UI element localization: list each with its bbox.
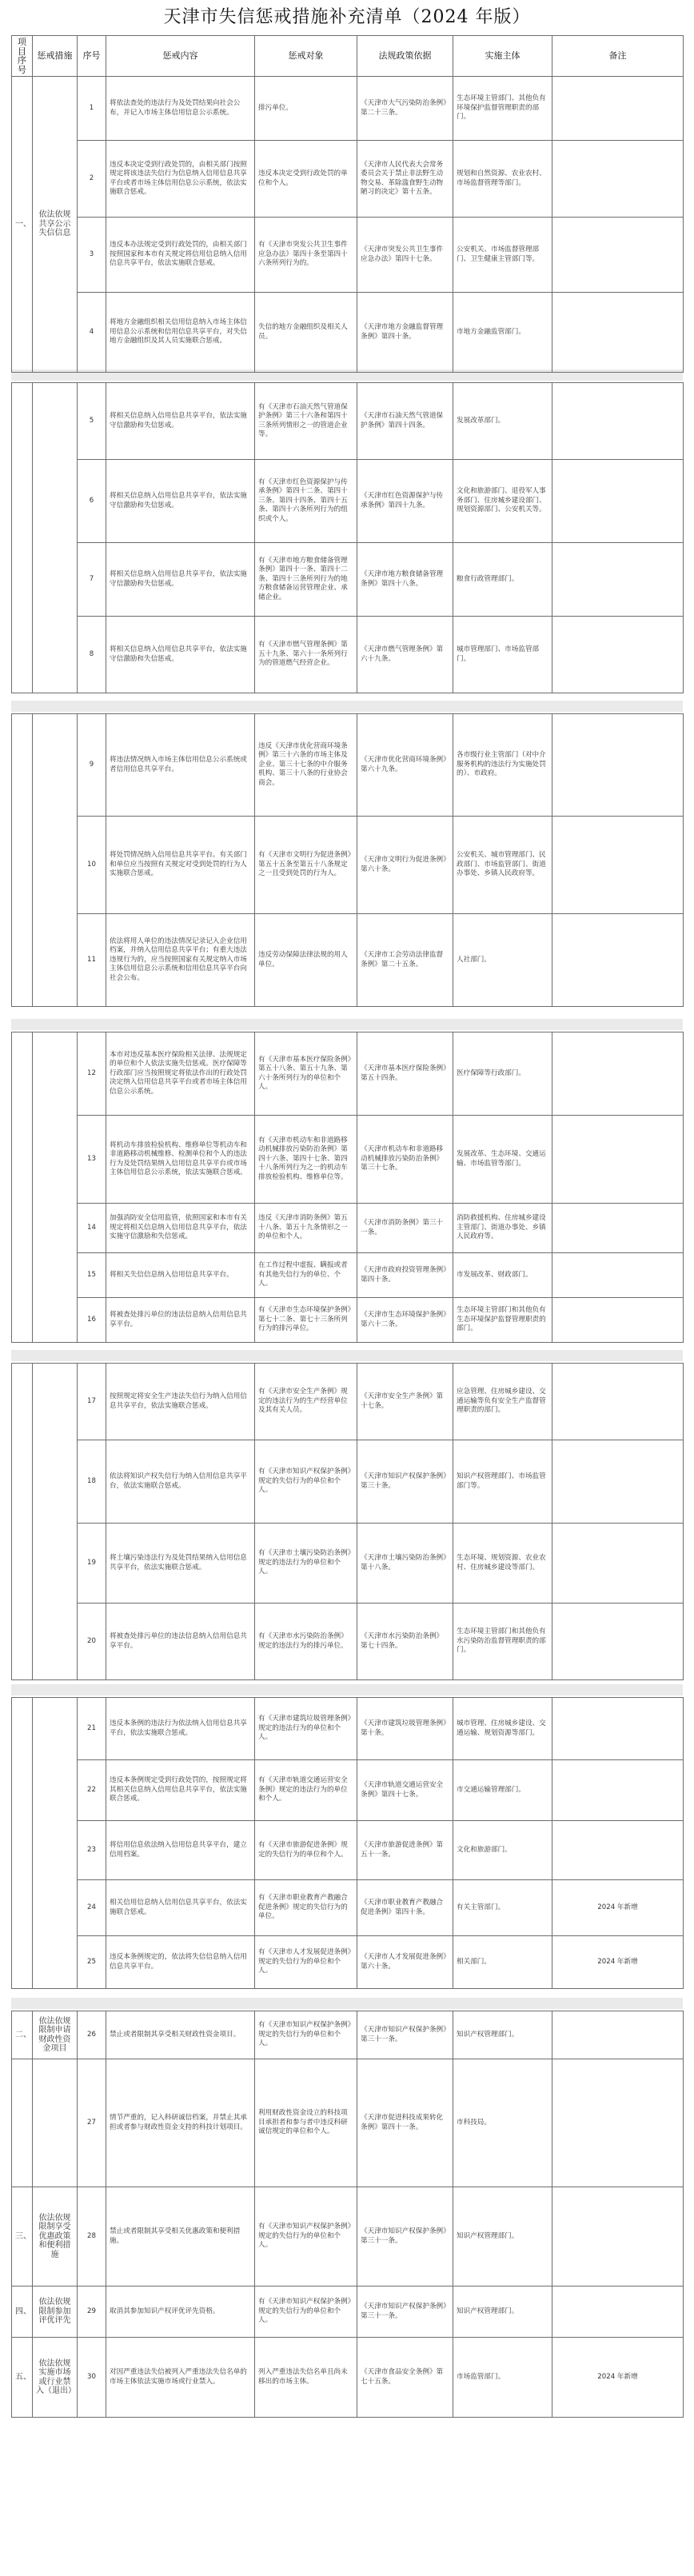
row-target: 有《天津市安全生产条例》规定的违法行为的生产经营单位及其有关人员。 [255,1364,357,1440]
row-basis: 《天津市燃气管理条例》第六十九条。 [357,617,453,693]
row-number: 9 [78,714,106,817]
row-number: 12 [78,1032,106,1116]
table-row [12,1253,684,1298]
row-note [552,1032,684,1116]
table-row [12,460,684,543]
row-note [552,2286,684,2338]
row-number: 1 [78,77,106,141]
row-note [552,77,684,141]
measures-table-part-3 [11,713,684,1007]
row-content: 禁止或者限制其享受相关财政性资金项目。 [106,2011,255,2059]
row-number: 21 [78,1698,106,1760]
row-number: 11 [78,914,106,1007]
row-note [552,1698,684,1760]
table-row [12,1604,684,1680]
row-target: 有《天津市机动车和非道路移动机械排放污染防治条例》第四十六条、第四十七条、第四十八条所列行为之一的机动车排放检验机构、维修单位等。 [255,1116,357,1204]
row-note [552,714,684,817]
header-no: 序号 [78,36,106,77]
row-content: 依法将知识产权失信行为纳入信用信息共享平台，依法实施联合惩戒。 [106,1440,255,1524]
row-subject: 应急管理、住房城乡建设、交通运输等负有安全生产监督管理职责的部门。 [453,1364,552,1440]
row-target: 违反劳动保障法律法规的用人单位。 [255,914,357,1007]
row-subject: 城市管理、住房城乡建设、交通运输、规划资源等部门。 [453,1698,552,1760]
row-content: 将相关信息纳入信用信息共享平台，依法实施守信激励和失信惩戒。 [106,460,255,543]
row-note [552,914,684,1007]
row-basis: 《天津市轨道交通运营安全条例》第四十七条。 [357,1760,453,1821]
row-subject: 公安机关、城市管理部门、民政部门、市场监管部门、街道办事处、乡镇人民政府等。 [453,817,552,914]
row-number: 24 [78,1880,106,1936]
category-number: 二、 [12,2011,33,2059]
row-note [552,1821,684,1880]
row-target: 违反本决定受到行政处罚的单位和个人。 [255,141,357,218]
row-basis: 《天津市生态环境保护条例》第六十二条。 [357,1298,453,1343]
row-basis: 《天津市消防条例》第三十一条。 [357,1204,453,1253]
row-basis: 《天津市政府投资管理条例》第四十条。 [357,1253,453,1298]
row-content: 情节严重的，记入科研诚信档案，并禁止其承担或者参与财政性资金支持的科技计划项目。 [106,2059,255,2187]
row-target: 有《天津市水污染防治条例》规定的违法行为的排污单位。 [255,1604,357,1680]
row-target: 列入严重违法失信名单且尚未移出的市场主体。 [255,2338,357,2418]
row-number: 25 [78,1936,106,1989]
row-basis: 《天津市食品安全条例》第七十五条。 [357,2338,453,2418]
table-row [12,1880,684,1936]
row-subject: 医疗保障等行政部门。 [453,1032,552,1116]
row-content: 将依法查处的违法行为及处罚结果向社会公布，并记入市场主体信用信息公示系统。 [106,77,255,141]
row-note [552,383,684,460]
row-target: 有《天津市地方粮食储备管理条例》第四十一条、第四十二条、第四十三条所列行为的地方粮食储备运营管理企业、承储企业。 [255,543,357,617]
row-basis: 《天津市机动车和非道路移动机械排放污染防治条例》第三十七条。 [357,1116,453,1204]
row-subject: 知识产权管理部门。 [453,2011,552,2059]
row-note [552,543,684,617]
table-header [12,36,684,77]
row-number: 10 [78,817,106,914]
row-number: 14 [78,1204,106,1253]
row-note [552,218,684,293]
row-target: 有《天津市知识产权保护条例》规定的失信行为的单位和个人。 [255,2286,357,2338]
row-number: 15 [78,1253,106,1298]
row-note [552,1760,684,1821]
row-content: 取消其参加知识产权评优评先资格。 [106,2286,255,2338]
category-name: 依法依规限制申请财政性资金项目 [33,2011,78,2059]
table-row [12,1440,684,1524]
table-row [12,1524,684,1604]
measures-table-part-6 [11,1697,684,1989]
row-target: 有《天津市知识产权保护条例》规定的失信行为的单位和个人。 [255,2187,357,2286]
row-target: 有《天津市建筑垃圾管理条例》规定的违法行为的单位和个人。 [255,1698,357,1760]
row-content: 违反本决定受到行政处罚的，由相关部门按照规定将该违法失信行为信息纳入信用信息共享平台或者市场主体信用信息公示系统，依法实施联合惩戒。 [106,141,255,218]
table-row [12,617,684,693]
row-basis: 《天津市石油天然气管道保护条例》第四十四条。 [357,383,453,460]
row-content: 将相关信息纳入信用信息共享平台，依法实施守信激励和失信惩戒。 [106,617,255,693]
row-target: 有《天津市文明行为促进条例》第五十五条至第五十八条规定之一且受到处罚的行为人。 [255,817,357,914]
table-row [12,2011,684,2059]
row-content: 将机动车排放检验机构、维修单位等机动车和非道路移动机械维修、检测单位和个人的违法行为及处罚结果纳入信用信息共享平台或市场主体信用信息公示系统，依法实施联合惩戒。 [106,1116,255,1204]
row-note: 2024 年新增 [552,2338,684,2418]
row-note: 2024 年新增 [552,1880,684,1936]
row-note [552,2059,684,2187]
row-content: 禁止或者限制其享受相关优惠政策和便利措施。 [106,2187,255,2286]
row-subject: 发展改革、生态环境、交通运输、市场监管等部门。 [453,1116,552,1204]
row-target: 有《天津市突发公共卫生事件应急办法》第四十条至第四十六条所列行为的。 [255,218,357,293]
row-note [552,1604,684,1680]
row-content: 违反本办法规定受到行政处罚的，由相关部门按照国家和本市有关规定将信用信息纳入信用信息共享平台，依法实施联合惩戒。 [106,218,255,293]
row-number: 7 [78,543,106,617]
row-content: 将信用信息依法纳入信用信息共享平台，建立信用档案。 [106,1821,255,1880]
row-target: 有《天津市职业教育产教融合促进条例》规定的失信行为的单位。 [255,1880,357,1936]
row-subject: 市交通运输管理部门。 [453,1760,552,1821]
row-number: 23 [78,1821,106,1880]
table-row [12,2338,684,2418]
table-row [12,543,684,617]
row-note [552,1364,684,1440]
row-basis: 《天津市人才发展促进条例》第六十条。 [357,1936,453,1989]
row-target: 有《天津市石油天然气管道保护条例》第三十六条和第四十三条所列情形之一的管道企业等。 [255,383,357,460]
row-content: 本市对违反基本医疗保险相关法律、法规规定的单位和个人依法实施失信惩戒。医疗保障等行政部门应当按照规定将依法作出的行政处罚决定纳入信用信息共享平台或者市场主体信用信息公示系统。 [106,1032,255,1116]
row-basis: 《天津市地方金融监督管理条例》第四十条。 [357,293,453,373]
row-content: 将相关失信信息纳入信用信息共享平台。 [106,1253,255,1298]
row-number: 18 [78,1440,106,1524]
row-basis: 《天津市地方粮食储备管理条例》第四十八条。 [357,543,453,617]
row-target: 失信的地方金融组织及相关人员。 [255,293,357,373]
row-number: 26 [78,2011,106,2059]
row-basis: 《天津市突发公共卫生事件应急办法》第四十七条。 [357,218,453,293]
row-target: 有《天津市基本医疗保险条例》第五十八条、第五十九条、第六十条所列行为的单位和个人。 [255,1032,357,1116]
row-number: 22 [78,1760,106,1821]
row-subject: 市发展改革、财政部门。 [453,1253,552,1298]
category-number: 五、 [12,2338,33,2418]
row-target: 有《天津市知识产权保护条例》规定的失信行为的单位和个人。 [255,2011,357,2059]
header-target: 惩戒对象 [255,36,357,77]
header-note: 备注 [552,36,684,77]
table-row [12,1821,684,1880]
row-subject: 生态环境主管部门和其他负有生态环境保护监督管理职责的部门。 [453,1298,552,1343]
row-note [552,1204,684,1253]
category-name: 依法依规共享公示失信信息 [33,77,78,373]
row-note [552,617,684,693]
row-target: 有《天津市知识产权保护条例》规定的失信行为的单位和个人。 [255,1440,357,1524]
row-subject: 文化和旅游部门。 [453,1821,552,1880]
row-subject: 生态环境主管部门和其他负有水污染防治监督管理职责的部门。 [453,1604,552,1680]
table-row [12,1760,684,1821]
category-number: 四、 [12,2286,33,2338]
row-basis: 《天津市优化营商环境条例》第六十九条。 [357,714,453,817]
row-content: 将处罚情况纳入信用信息共享平台。有关部门和单位应当按照有关规定对受到处罚的行为人实施联合惩戒。 [106,817,255,914]
row-content: 将被查处排污单位的违法信息纳入信用信息共享平台。 [106,1604,255,1680]
row-note [552,1253,684,1298]
row-basis: 《天津市土壤污染防治条例》第十八条。 [357,1524,453,1604]
row-subject: 粮食行政管理部门。 [453,543,552,617]
row-number: 13 [78,1116,106,1204]
category-name: 依法依规限制享受优惠政策和便利措施 [33,2187,78,2286]
row-note [552,1116,684,1204]
row-content: 将土壤污染违法行为及处罚结果纳入信用信息共享平台，依法实施联合惩戒。 [106,1524,255,1604]
row-target: 有《天津市燃气管理条例》第五十九条、第六十一条所列行为的管道燃气经营企业。 [255,617,357,693]
row-content: 将相关信息纳入信用信息共享平台，依法实施守信激励和失信惩戒。 [106,383,255,460]
row-note [552,1524,684,1604]
category-number: 一、 [12,77,33,373]
table-row [12,2286,684,2338]
row-content: 将被查处排污单位的违法信息纳入信用信息共享平台。 [106,1298,255,1343]
table-row [12,714,684,817]
row-content: 加强消防安全信用监管，依照国家和本市有关规定将相关信息纳入信用信息共享平台，依法实施守信激励和失信惩戒。 [106,1204,255,1253]
row-number: 5 [78,383,106,460]
measures-table-part-7 [11,2011,684,2418]
page-break [11,1350,683,1361]
row-basis: 《天津市大气污染防治条例》第二十三条。 [357,77,453,141]
table-row [12,218,684,293]
row-subject: 公安机关、市场监督管理部门、卫生健康主管部门等。 [453,218,552,293]
row-subject: 知识产权管理部门。 [453,2187,552,2286]
page-break [11,1019,683,1030]
document-title: 天津市失信惩戒措施补充清单（2024 年版） [163,7,531,27]
table-row [12,2187,684,2286]
table-row [12,1698,684,1760]
row-content: 违反本条例规定受到行政处罚的，按照规定将其相关信息纳入信用信息共享平台，依法实施联合惩戒。 [106,1760,255,1821]
row-note [552,141,684,218]
row-note [552,817,684,914]
row-content: 将违法情况纳入市场主体信用信息公示系统或者信用信息共享平台。 [106,714,255,817]
row-number: 2 [78,141,106,218]
row-basis: 《天津市知识产权保护条例》第三十一条。 [357,2286,453,2338]
row-note [552,2011,684,2059]
row-basis: 《天津市基本医疗保险条例》第五十四条。 [357,1032,453,1116]
row-basis: 《天津市建筑垃圾管理条例》第十条。 [357,1698,453,1760]
row-basis: 《天津市文明行为促进条例》第六十条。 [357,817,453,914]
row-target: 有《天津市土壤污染防治条例》规定的违法行为的单位和个人。 [255,1524,357,1604]
table-row [12,914,684,1007]
measures-table-part-4 [11,1032,684,1343]
row-number: 8 [78,617,106,693]
row-basis: 《天津市知识产权保护条例》第三十条。 [357,1440,453,1524]
category-number: 三、 [12,2187,33,2286]
row-content: 按照规定将安全生产违法失信行为纳入信用信息共享平台，依法实施联合惩戒。 [106,1364,255,1440]
row-basis: 《天津市安全生产条例》第十七条。 [357,1364,453,1440]
row-number: 29 [78,2286,106,2338]
measures-table-part-5 [11,1363,684,1680]
row-content: 将相关信息纳入信用信息共享平台，依法实施守信激励和失信惩戒。 [106,543,255,617]
measures-table-part-2 [11,382,684,693]
row-content: 违反本条例规定的，依法将失信信息纳入信用信息共享平台。 [106,1936,255,1989]
table-row [12,1204,684,1253]
row-note [552,293,684,373]
row-target: 排污单位。 [255,77,357,141]
page-break [11,1998,683,2009]
category-name: 依法依规实施市场或行业禁入（退出） [33,2338,78,2418]
table-row [12,2059,684,2187]
table-row [12,77,684,141]
row-note [552,1298,684,1343]
row-basis: 《天津市红色资源保护与传承条例》第四十九条。 [357,460,453,543]
row-subject: 消防救援机构、住房城乡建设主管部门、街道办事处、乡镇人民政府等。 [453,1204,552,1253]
measures-table-part-1 [11,35,684,373]
row-subject: 城市管理部门、市场监管部门。 [453,617,552,693]
table-row [12,141,684,218]
row-number: 27 [78,2059,106,2187]
row-target: 有《天津市旅游促进条例》规定的失信行为的单位和个人。 [255,1821,357,1880]
row-note [552,1440,684,1524]
row-basis: 《天津市旅游促进条例》第五十一条。 [357,1821,453,1880]
row-number: 6 [78,460,106,543]
header-content: 惩戒内容 [106,36,255,77]
row-subject: 市场监管部门。 [453,2338,552,2418]
row-content: 对因严重违法失信被列入严重违法失信名单的市场主体依法实施市场或行业禁入。 [106,2338,255,2418]
row-subject: 相关部门。 [453,1936,552,1989]
row-subject: 有关主管部门。 [453,1880,552,1936]
table-row [12,293,684,373]
row-subject: 市科技局。 [453,2059,552,2187]
row-basis: 《天津市促进科技成果转化条例》第四十一条。 [357,2059,453,2187]
row-number: 3 [78,218,106,293]
row-subject: 发展改革部门。 [453,383,552,460]
row-subject: 文化和旅游部门、退役军人事务部门、住房城乡建设部门、规划资源部门、公安机关等。 [453,460,552,543]
table-row [12,1116,684,1204]
row-content: 依法将用人单位的违法情况记录记入企业信用档案，并纳入信用信息共享平台；有重大违法违规行为的，应当按照国家有关规定纳入市场主体信用信息公示系统和信用信息共享平台向社会公布。 [106,914,255,1007]
row-content: 相关信用信息纳入信用信息共享平台，依法实施联合惩戒。 [106,1880,255,1936]
table-row [12,383,684,460]
row-target: 有《天津市人才发展促进条例》规定的失信行为的单位和个人。 [255,1936,357,1989]
row-note [552,2187,684,2286]
row-content: 将地方金融组织相关信用信息纳入市场主体信用信息公示系统和信用信息共享平台，对失信地方金融组织及其人员实施联合惩戒。 [106,293,255,373]
row-target: 在工作过程中虚报、瞒报或者有其他失信行为的单位、个人。 [255,1253,357,1298]
header-subject: 实施主体 [453,36,552,77]
row-subject: 规划和自然资源、农业农村、市场监督管理等部门。 [453,141,552,218]
row-target: 有《天津市轨道交通运营安全条例》规定的违法行为的单位和个人。 [255,1760,357,1821]
row-basis: 《天津市水污染防治条例》第七十四条。 [357,1604,453,1680]
row-subject: 生态环境、规划资源、农业农村、住房城乡建设等部门。 [453,1524,552,1604]
page-break [11,701,683,712]
row-number: 4 [78,293,106,373]
row-basis: 《天津市职业教育产教融合促进条例》第四十条。 [357,1880,453,1936]
row-note: 2024 年新增 [552,1936,684,1989]
row-subject: 各市级行业主管部门（对中介服务机构的违法行为实施处罚的）、市政府。 [453,714,552,817]
row-subject: 生态环境主管部门、其他负有环境保护监督管理职责的部门。 [453,77,552,141]
row-target: 违反《天津市优化营商环境条例》第三十六条的市场主体及企业、第三十七条的中介服务机构、第三十八条的行业协会商会。 [255,714,357,817]
row-number: 20 [78,1604,106,1680]
table-row [12,1032,684,1116]
header-measure: 惩戒措施 [33,36,78,77]
row-target: 有《天津市生态环境保护条例》第七十二条、第七十三条所列行为的排污单位。 [255,1298,357,1343]
row-note [552,460,684,543]
row-subject: 知识产权管理部门、市场监管部门等。 [453,1440,552,1524]
row-basis: 《天津市工会劳动法律监督条例》第二十五条。 [357,914,453,1007]
header-basis: 法规政策依据 [357,36,453,77]
page-break [11,1684,683,1695]
row-target: 有《天津市红色资源保护与传承条例》第四十二条、第四十三条、第四十四条、第四十五条、第四十六条所列行为的组织或个人。 [255,460,357,543]
table-row [12,1936,684,1989]
row-basis: 《天津市人民代表大会常务委员会关于禁止非法野生动物交易、革除滥食野生动物陋习的决定》第十五条。 [357,141,453,218]
category-name: 依法依规限制参加评优评先 [33,2286,78,2338]
header-project-no: 项目序号 [12,36,33,77]
table-row [12,1298,684,1343]
row-subject: 市地方金融监管部门。 [453,293,552,373]
row-content: 违反本条例的违法行为依法纳入信用信息共享平台，依法实施联合惩戒。 [106,1698,255,1760]
row-basis: 《天津市知识产权保护条例》第三十一条。 [357,2187,453,2286]
table-row [12,1364,684,1440]
table-row [12,817,684,914]
row-number: 19 [78,1524,106,1604]
row-number: 28 [78,2187,106,2286]
row-target: 利用财政性资金设立的科技项目承担者和参与者中违反科研诚信规定的单位和个人。 [255,2059,357,2187]
row-subject: 知识产权管理部门。 [453,2286,552,2338]
row-basis: 《天津市知识产权保护条例》第三十一条。 [357,2011,453,2059]
row-number: 30 [78,2338,106,2418]
row-target: 违反《天津市消防条例》第五十八条、第五十九条情形之一的单位和个人。 [255,1204,357,1253]
row-subject: 人社部门。 [453,914,552,1007]
row-number: 17 [78,1364,106,1440]
row-number: 16 [78,1298,106,1343]
